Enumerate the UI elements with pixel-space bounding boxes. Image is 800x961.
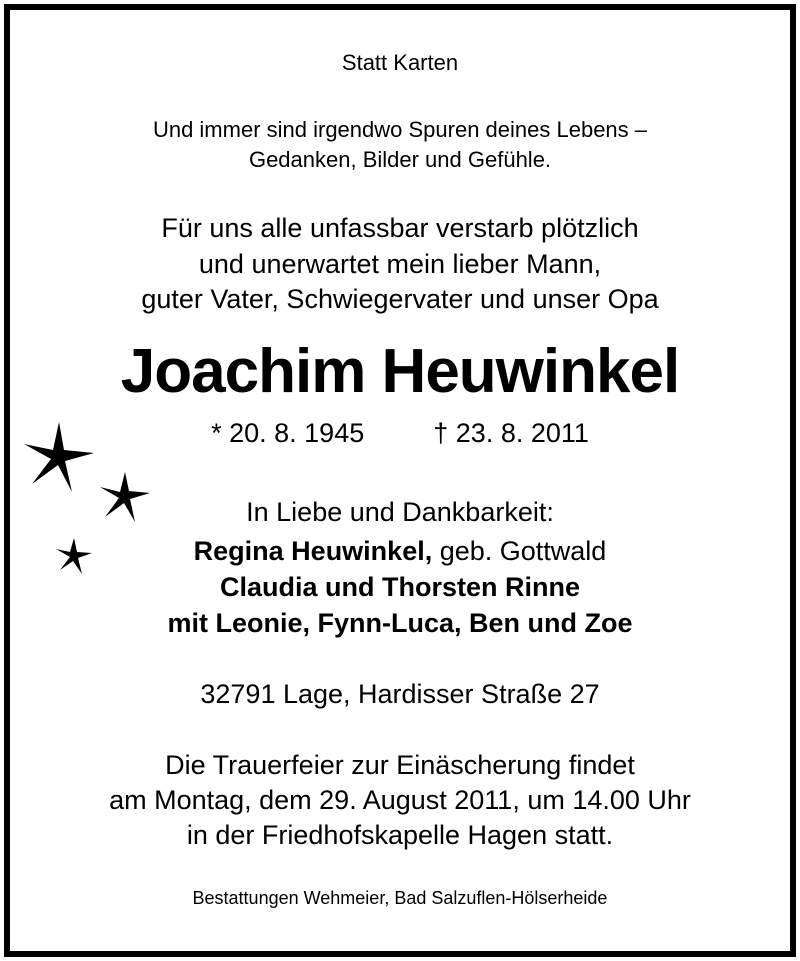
mourner-line-3: mit Leonie, Fynn-Luca, Ben und Zoe — [167, 608, 633, 638]
funeral-line-1: Die Trauerfeier zur Einäscherung findet — [165, 750, 635, 780]
statt-karten-header: Statt Karten — [341, 50, 459, 75]
mourner-line-1 — [0, 536, 800, 567]
mourner-line-2: Claudia und Thorsten Rinne — [219, 572, 580, 602]
death-date: † 23. 8. 2011 — [433, 418, 589, 448]
mourners-heading: In Liebe und Dankbarkeit: — [246, 497, 554, 527]
funeral-line-3: in der Friedhofskapelle Hagen statt. — [186, 820, 614, 850]
deceased-name: Joachim Heuwinkel — [120, 337, 680, 406]
intro-line-1: Für uns alle unfassbar verstarb plötzlich — [161, 213, 639, 243]
maiden-name: geb. Gottwald — [432, 536, 607, 566]
widow-name: Regina Heuwinkel, — [193, 536, 433, 566]
funeral-line-2: am Montag, dem 29. August 2011, um 14.00 Uhr — [109, 785, 691, 815]
quote-line-2: Gedanken, Bilder und Gefühle. — [248, 147, 552, 172]
intro-line-2: und unerwartet mein lieber Mann, — [198, 249, 602, 279]
life-dates — [0, 418, 800, 449]
quote-line-1: Und immer sind irgendwo Spuren deines Lebens – — [152, 117, 648, 142]
birth-date: * 20. 8. 1945 — [211, 418, 365, 448]
undertaker: Bestattungen Wehmeier, Bad Salzuflen-Hölserheide — [192, 888, 608, 908]
address: 32791 Lage, Hardisser Straße 27 — [200, 679, 600, 709]
intro-line-3: guter Vater, Schwiegervater und unser Opa — [141, 284, 659, 314]
large-star-icon — [22, 420, 96, 494]
